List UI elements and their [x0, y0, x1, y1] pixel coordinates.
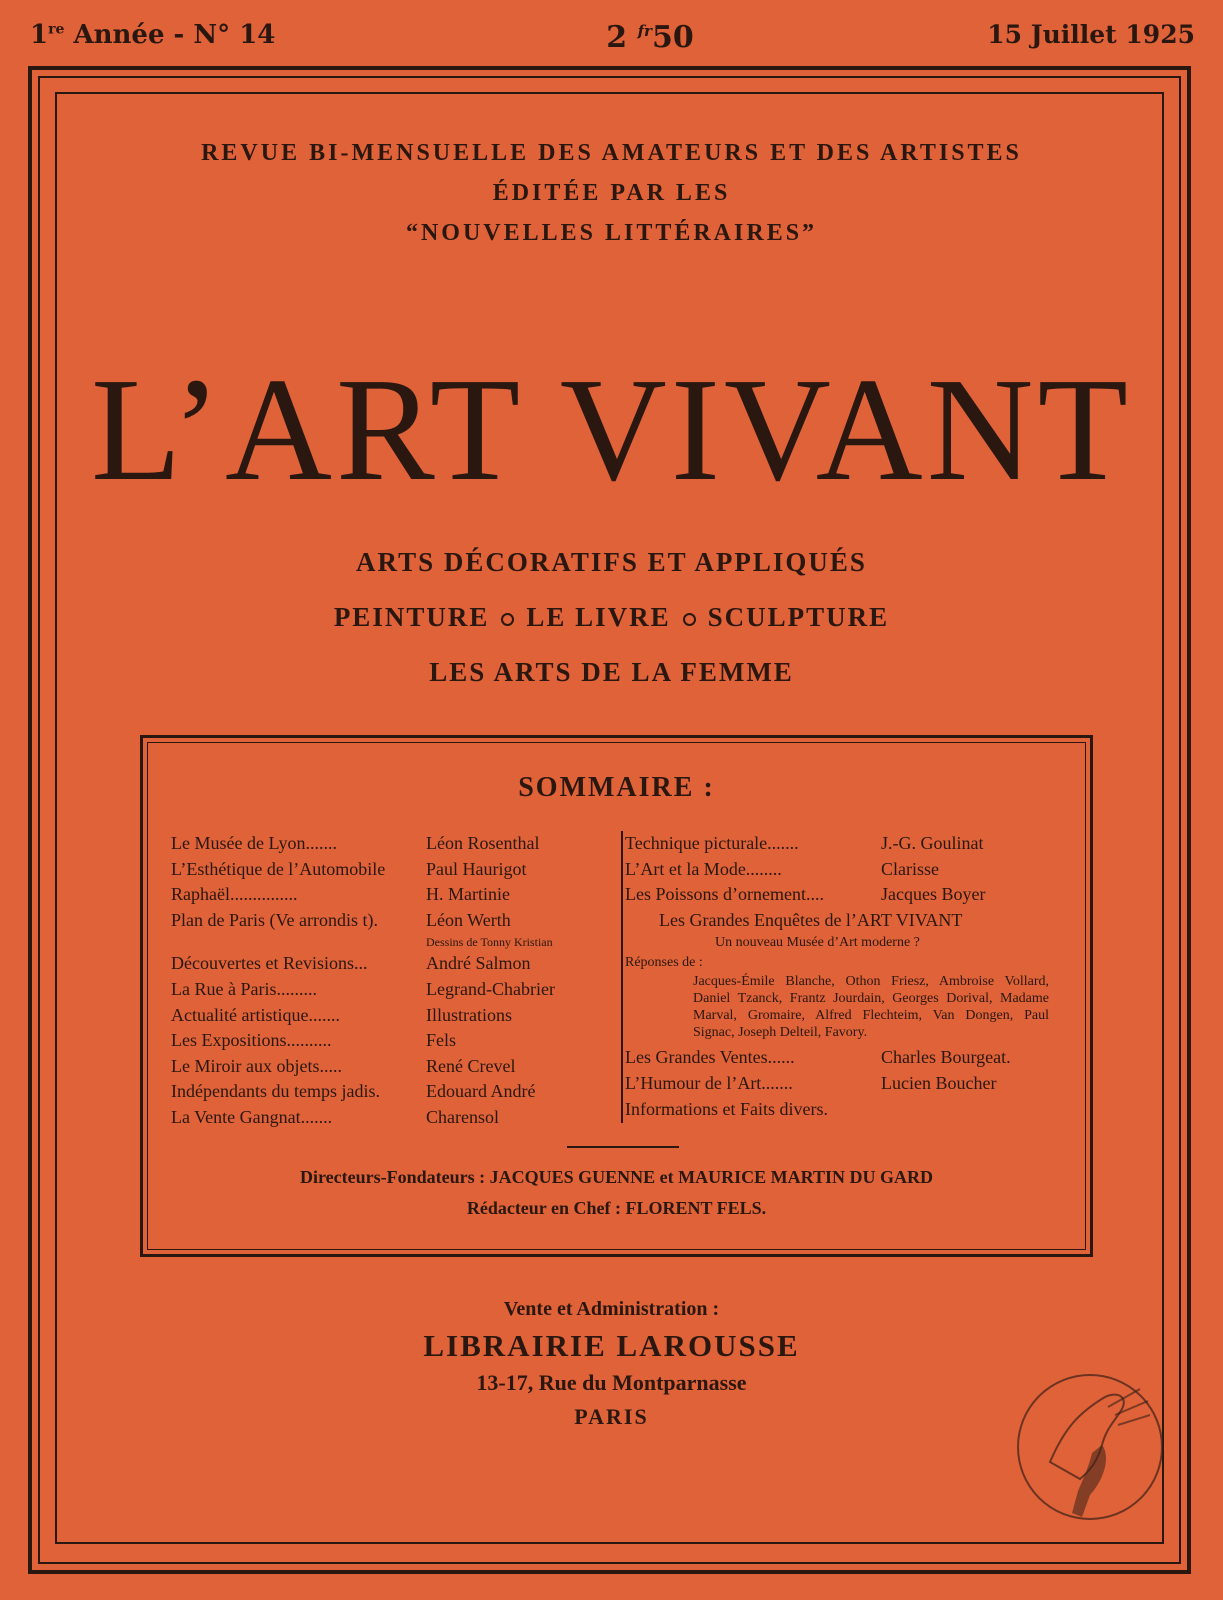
sommaire-heading: SOMMAIRE :: [518, 772, 715, 803]
bullet-icon: [501, 613, 514, 626]
magazine-title: L’ART VIVANT: [90, 348, 1132, 512]
hand-stamp-icon: [1010, 1367, 1180, 1537]
table-of-contents: [140, 735, 1093, 1257]
enquete-heading: Les Grandes Enquêtes de l’ART VIVANT: [659, 909, 963, 930]
reponses-names: Jacques-Émile Blanche, Othon Friesz, Ambroise Vollard, Daniel Tzanck, Frantz Jourdain, Georges Dorival, Madame Marval, Gromaire, Alfred Flechteim, Van Dongen, Paul Signac, Joseph Delteil, Favory.: [693, 974, 1049, 1041]
editor-line: Rédacteur en Chef : FLORENT FELS.: [466, 1198, 767, 1218]
toc-row: Indépendants du temps jadis. Edouard André: [171, 1081, 536, 1102]
founders-line: Directeurs-Fondateurs : JACQUES GUENNE et MAURICE MARTIN DU GARD: [300, 1167, 933, 1187]
vente-label: Vente et Administration :: [503, 1298, 720, 1320]
enquete-subtitle: Un nouveau Musée d’Art moderne ?: [715, 935, 920, 951]
subject-peinture: PEINTURE: [333, 602, 490, 632]
toc-left-column: [171, 833, 611, 1133]
credits: [143, 1162, 1090, 1224]
toc-row: Informations et Faits divers.: [625, 1098, 828, 1119]
toc-row: Actualité artistique....... Illustrations: [171, 1004, 512, 1025]
toc-row: Les Grandes Ventes...... Charles Bourgeat.: [625, 1047, 1011, 1068]
toc-row: Le Musée de Lyon....... Léon Rosenthal: [171, 833, 540, 853]
toc-row: Le Miroir aux objets..... René Crevel: [171, 1055, 516, 1076]
subjects-line-2: [0, 590, 1223, 645]
publisher-address: 13-17, Rue du Montparnasse: [476, 1370, 747, 1395]
toc-row: Découvertes et Revisions... André Salmon: [171, 953, 531, 974]
intro-line-3: “NOUVELLES LITTÉRAIRES”: [405, 220, 818, 246]
issue-number: 1re Année - N° 14: [30, 20, 276, 50]
toc-row: Plan de Paris (Ve arrondis t). Léon Werth: [171, 909, 511, 930]
separator-rule: [567, 1146, 679, 1148]
toc-row: Raphaël............... H. Martinie: [171, 884, 510, 905]
toc-row: Les Poissons d’ornement.... Jacques Boyer: [625, 884, 986, 905]
publisher-name: LIBRAIRIE LAROUSSE: [423, 1328, 800, 1363]
toc-row: L’Humour de l’Art....... Lucien Boucher: [625, 1072, 997, 1093]
subjects-line-3: LES ARTS DE LA FEMME: [429, 657, 794, 687]
reponses-label: Réponses de :: [625, 955, 703, 971]
publication-intro: [0, 133, 1223, 253]
subject-sculpture: SCULPTURE: [707, 602, 890, 632]
toc-right-column: [619, 833, 1065, 1124]
publisher-city: PARIS: [574, 1404, 649, 1429]
toc-row: Dessins de Tonny Kristian: [426, 935, 553, 950]
bullet-icon: [683, 613, 696, 626]
toc-row: Technique picturale....... J.-G. Goulinat: [625, 833, 984, 853]
subjects: [0, 535, 1223, 700]
top-line: [30, 14, 1195, 54]
toc-row: L’Esthétique de l’Automobile Paul Haurigot: [171, 858, 527, 879]
subject-livre: LE LIVRE: [526, 602, 671, 632]
intro-line-1: REVUE BI-MENSUELLE DES AMATEURS ET DES ARTISTES: [201, 140, 1022, 166]
issue-date: 15 Juillet 1925: [987, 20, 1195, 49]
toc-row: Les Expositions.......... Fels: [171, 1030, 457, 1051]
toc-row: L’Art et la Mode........ Clarisse: [625, 858, 939, 879]
toc-row: La Vente Gangnat....... Charensol: [171, 1106, 499, 1127]
subjects-line-1: ARTS DÉCORATIFS ET APPLIQUÉS: [356, 547, 867, 577]
toc-row: La Rue à Paris......... Legrand-Chabrier: [171, 978, 555, 999]
price: 2 $^{fr}$50: [606, 20, 694, 55]
intro-line-2: ÉDITÉE PAR LES: [492, 180, 731, 206]
